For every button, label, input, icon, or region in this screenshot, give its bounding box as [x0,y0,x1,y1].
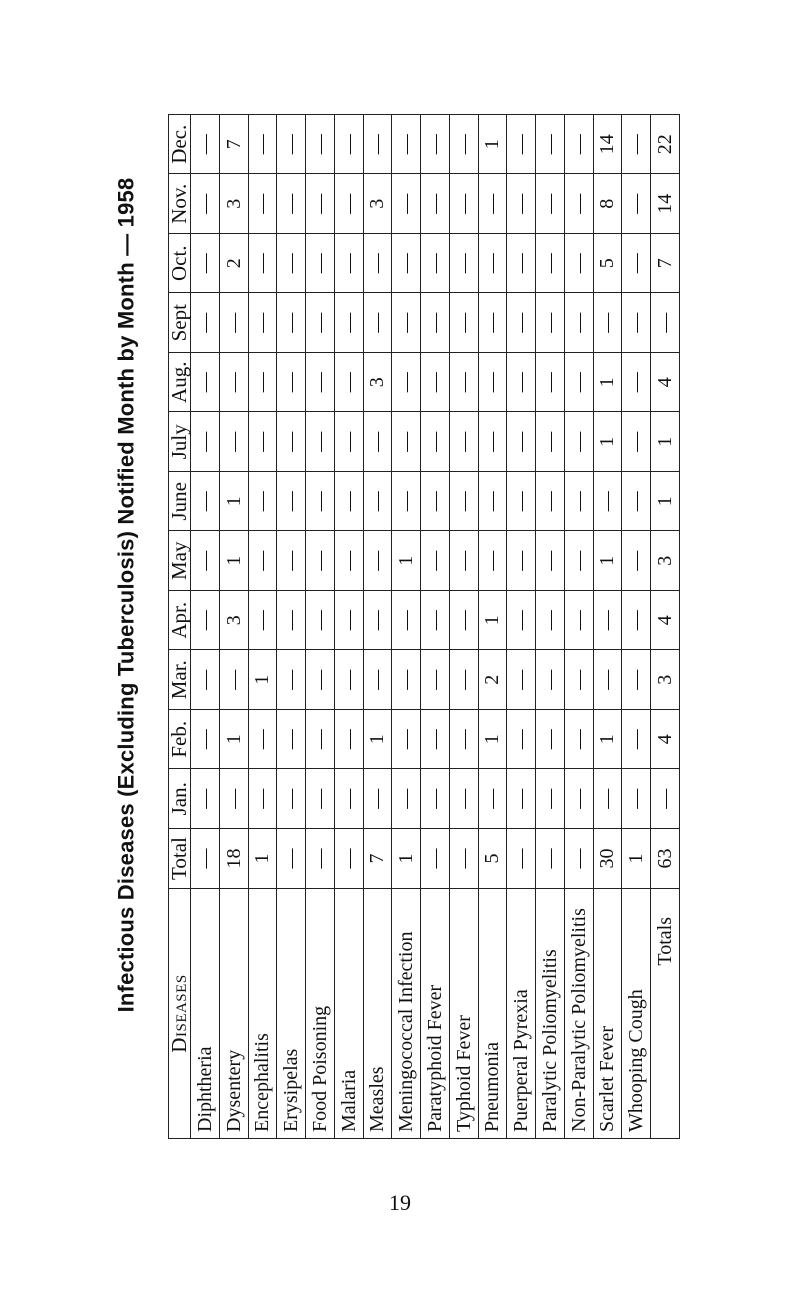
month-value: — [622,174,651,234]
month-value: 1 [219,710,248,770]
month-value: — [363,531,392,591]
month-value: — [392,472,421,532]
month-value: — [334,234,363,294]
month-value: — [277,115,306,175]
disease-name: Measles [363,889,392,1139]
month-value: — [421,174,450,234]
row-total: 5 [478,829,507,889]
month-value: — [392,174,421,234]
row-total: — [306,829,335,889]
month-value: — [536,293,565,353]
month-value: — [507,650,536,710]
month-value: — [334,769,363,829]
disease-name: Typhoid Fever [449,889,478,1139]
month-value: — [421,115,450,175]
month-value: 1 [392,531,421,591]
month-value: — [421,353,450,413]
month-value: — [392,591,421,651]
month-value: — [536,591,565,651]
month-value: — [306,531,335,591]
month-value: — [478,769,507,829]
header-month: June [169,472,191,532]
month-value: — [392,769,421,829]
month-value: — [277,531,306,591]
table-row [248,115,277,1139]
month-value: — [334,353,363,413]
month-value: — [449,531,478,591]
month-value: — [248,710,277,770]
row-total: — [536,829,565,889]
header-month: Sept [169,293,191,353]
month-value: — [449,710,478,770]
month-value: — [449,591,478,651]
month-value: — [191,174,220,234]
month-value: — [564,591,593,651]
month-value: — [421,234,450,294]
month-value: — [219,293,248,353]
month-value: — [334,293,363,353]
header-month: July [169,412,191,472]
month-value: — [449,472,478,532]
month-value: — [449,293,478,353]
month-value: — [593,293,622,353]
month-value: — [191,115,220,175]
month-value: — [363,412,392,472]
month-value: — [622,531,651,591]
month-value: — [449,174,478,234]
month-value: — [363,650,392,710]
month-value: — [277,293,306,353]
disease-name: Paratyphoid Fever [421,889,450,1139]
month-total: 4 [651,710,680,770]
header-month: Mar. [169,650,191,710]
month-total: 1 [651,412,680,472]
month-value: — [219,412,248,472]
month-value: — [306,472,335,532]
month-value: — [507,174,536,234]
row-total: — [564,829,593,889]
month-value: — [248,293,277,353]
row-total: — [277,829,306,889]
row-total: — [507,829,536,889]
table-row [219,115,248,1139]
page-title [96,60,156,1130]
month-value: — [306,650,335,710]
month-value: — [564,769,593,829]
table-row [306,115,335,1139]
header-row [169,115,191,1139]
notifications-table-container [168,114,680,1139]
month-value: — [564,174,593,234]
month-value: — [449,412,478,472]
month-value: 1 [219,472,248,532]
month-value: — [622,234,651,294]
row-total: 7 [363,829,392,889]
month-value: — [478,531,507,591]
month-value: — [622,769,651,829]
page-number: 19 [389,1190,411,1215]
month-value: — [334,115,363,175]
month-value: — [306,591,335,651]
row-total: — [191,829,220,889]
row-total: 1 [622,829,651,889]
month-value: 7 [219,115,248,175]
month-value: — [536,531,565,591]
month-value: — [507,412,536,472]
month-value: — [392,353,421,413]
month-value: — [248,412,277,472]
month-value: — [421,531,450,591]
month-value: — [622,710,651,770]
month-value: — [363,591,392,651]
month-value: — [564,412,593,472]
month-value: — [507,591,536,651]
month-value: — [248,353,277,413]
month-value: — [478,353,507,413]
month-value: — [536,710,565,770]
header-month: Apr. [169,591,191,651]
month-total: 3 [651,531,680,591]
month-value: — [191,353,220,413]
month-value: — [536,472,565,532]
month-value: — [248,115,277,175]
month-value: — [449,650,478,710]
month-value: — [622,115,651,175]
month-value: 1 [593,531,622,591]
header-month: Feb. [169,710,191,770]
month-value: — [622,650,651,710]
month-value: — [622,293,651,353]
month-value: — [564,234,593,294]
row-total: — [449,829,478,889]
disease-name: Scarlet Fever [593,889,622,1139]
month-value: — [478,174,507,234]
table-row [593,115,622,1139]
month-value: — [507,710,536,770]
month-value: — [564,115,593,175]
table-row [334,115,363,1139]
month-value: 1 [478,591,507,651]
month-value: — [306,710,335,770]
table-row [421,115,450,1139]
month-value: — [564,472,593,532]
notifications-table [168,114,680,1139]
table-row [622,115,651,1139]
month-value: 1 [219,531,248,591]
disease-name: Non-Paralytic Poliomyelitis [564,889,593,1139]
month-value: 3 [363,174,392,234]
header-month: Dec. [169,115,191,175]
month-total: 14 [651,174,680,234]
month-value: — [622,353,651,413]
month-value: 2 [219,234,248,294]
month-value: — [421,650,450,710]
month-value: — [334,174,363,234]
month-value: — [392,115,421,175]
month-value: — [277,650,306,710]
month-value: — [248,591,277,651]
month-total: 4 [651,353,680,413]
header-month: Jan. [169,769,191,829]
month-value: — [191,412,220,472]
month-value: — [507,531,536,591]
month-value: — [306,293,335,353]
month-value: — [421,710,450,770]
header-month: Oct. [169,234,191,294]
month-value: — [478,293,507,353]
month-value: — [277,591,306,651]
month-value: — [363,293,392,353]
month-value: — [593,591,622,651]
month-value: 1 [248,650,277,710]
month-value: 3 [219,174,248,234]
month-value: 3 [219,591,248,651]
month-value: — [191,234,220,294]
table-row [507,115,536,1139]
month-value: — [191,472,220,532]
month-value: — [363,472,392,532]
page-title-text: Infectious Diseases (Excluding Tuberculosis) Notified Month by Month — 1958 [113,177,138,1013]
disease-name: Malaria [334,889,363,1139]
month-value: — [593,472,622,532]
month-value: — [421,293,450,353]
disease-name: Paralytic Poliomyelitis [536,889,565,1139]
month-value: — [334,472,363,532]
month-value: — [564,650,593,710]
disease-name: Erysipelas [277,889,306,1139]
row-total: — [334,829,363,889]
month-value: — [363,234,392,294]
month-value: — [219,650,248,710]
month-value: — [306,234,335,294]
month-total: 4 [651,591,680,651]
month-value: — [334,650,363,710]
row-total: 18 [219,829,248,889]
month-value: — [248,472,277,532]
month-value: — [449,115,478,175]
month-total: 7 [651,234,680,294]
row-total: 30 [593,829,622,889]
month-value: — [248,769,277,829]
month-value: 14 [593,115,622,175]
month-value: — [507,769,536,829]
month-value: 1 [593,710,622,770]
month-value: — [536,115,565,175]
month-value: — [277,472,306,532]
month-value: — [421,412,450,472]
month-value: — [306,115,335,175]
month-value: — [306,174,335,234]
month-value: — [564,353,593,413]
month-value: — [277,412,306,472]
disease-name: Pneumonia [478,889,507,1139]
month-value: — [536,769,565,829]
totals-label: Totals [651,889,680,1139]
month-value: — [507,115,536,175]
table-row [363,115,392,1139]
month-value: — [449,769,478,829]
month-value: — [277,769,306,829]
grand-total: 63 [651,829,680,889]
row-total: 1 [248,829,277,889]
month-value: — [536,174,565,234]
month-value: — [564,710,593,770]
month-value: — [622,591,651,651]
disease-name: Encephalitis [248,889,277,1139]
month-value: — [536,234,565,294]
month-value: — [564,531,593,591]
month-total: — [651,769,680,829]
disease-name: Diphtheria [191,889,220,1139]
month-value: 1 [593,353,622,413]
month-value: — [363,769,392,829]
totals-row [651,115,680,1139]
month-value: — [507,472,536,532]
month-value: — [248,234,277,294]
month-value: — [334,710,363,770]
month-value: — [593,769,622,829]
header-diseases: Diseases [169,889,191,1139]
month-value: — [219,769,248,829]
header-month: May [169,531,191,591]
month-total: — [651,293,680,353]
month-value: — [363,115,392,175]
month-total: 3 [651,650,680,710]
month-value: — [622,412,651,472]
table-row [191,115,220,1139]
month-total: 1 [651,472,680,532]
month-value: 1 [593,412,622,472]
header-month: Aug. [169,353,191,413]
month-value: — [191,710,220,770]
month-value: — [507,353,536,413]
month-value: — [536,412,565,472]
month-value: — [277,174,306,234]
table-row [478,115,507,1139]
month-value: 1 [478,115,507,175]
table-row [536,115,565,1139]
month-value: — [306,412,335,472]
month-value: — [392,293,421,353]
disease-name: Dysentery [219,889,248,1139]
month-value: — [191,591,220,651]
month-value: — [507,234,536,294]
month-value: — [191,650,220,710]
month-value: — [564,293,593,353]
month-value: — [392,650,421,710]
month-value: — [421,769,450,829]
month-value: — [277,353,306,413]
disease-name: Meningococcal Infection [392,889,421,1139]
month-value: — [507,293,536,353]
month-value: — [334,591,363,651]
month-value: — [593,650,622,710]
month-value: — [248,531,277,591]
table-row [449,115,478,1139]
month-value: — [334,531,363,591]
month-value: — [392,412,421,472]
month-value: — [421,472,450,532]
month-total: 22 [651,115,680,175]
month-value: — [478,472,507,532]
month-value: 1 [363,710,392,770]
month-value: — [449,353,478,413]
disease-name: Whooping Cough [622,889,651,1139]
month-value: — [421,591,450,651]
month-value: — [306,353,335,413]
month-value: — [392,710,421,770]
disease-name: Food Poisoning [306,889,335,1139]
month-value: — [392,234,421,294]
table-row [277,115,306,1139]
month-value: — [191,293,220,353]
disease-name: Puerperal Pyrexia [507,889,536,1139]
month-value: — [334,412,363,472]
month-value: — [536,650,565,710]
table-row [564,115,593,1139]
month-value: 3 [363,353,392,413]
row-total: 1 [392,829,421,889]
month-value: — [191,769,220,829]
month-value: 8 [593,174,622,234]
month-value: 5 [593,234,622,294]
month-value: — [219,353,248,413]
month-value: — [248,174,277,234]
month-value: — [277,710,306,770]
month-value: — [622,472,651,532]
month-value: 2 [478,650,507,710]
row-total: — [421,829,450,889]
month-value: — [191,531,220,591]
table-row [392,115,421,1139]
header-total: Total [169,829,191,889]
month-value: — [306,769,335,829]
month-value: — [449,234,478,294]
month-value: 1 [478,710,507,770]
header-month: Nov. [169,174,191,234]
month-value: — [277,234,306,294]
month-value: — [478,412,507,472]
month-value: — [478,234,507,294]
month-value: — [536,353,565,413]
